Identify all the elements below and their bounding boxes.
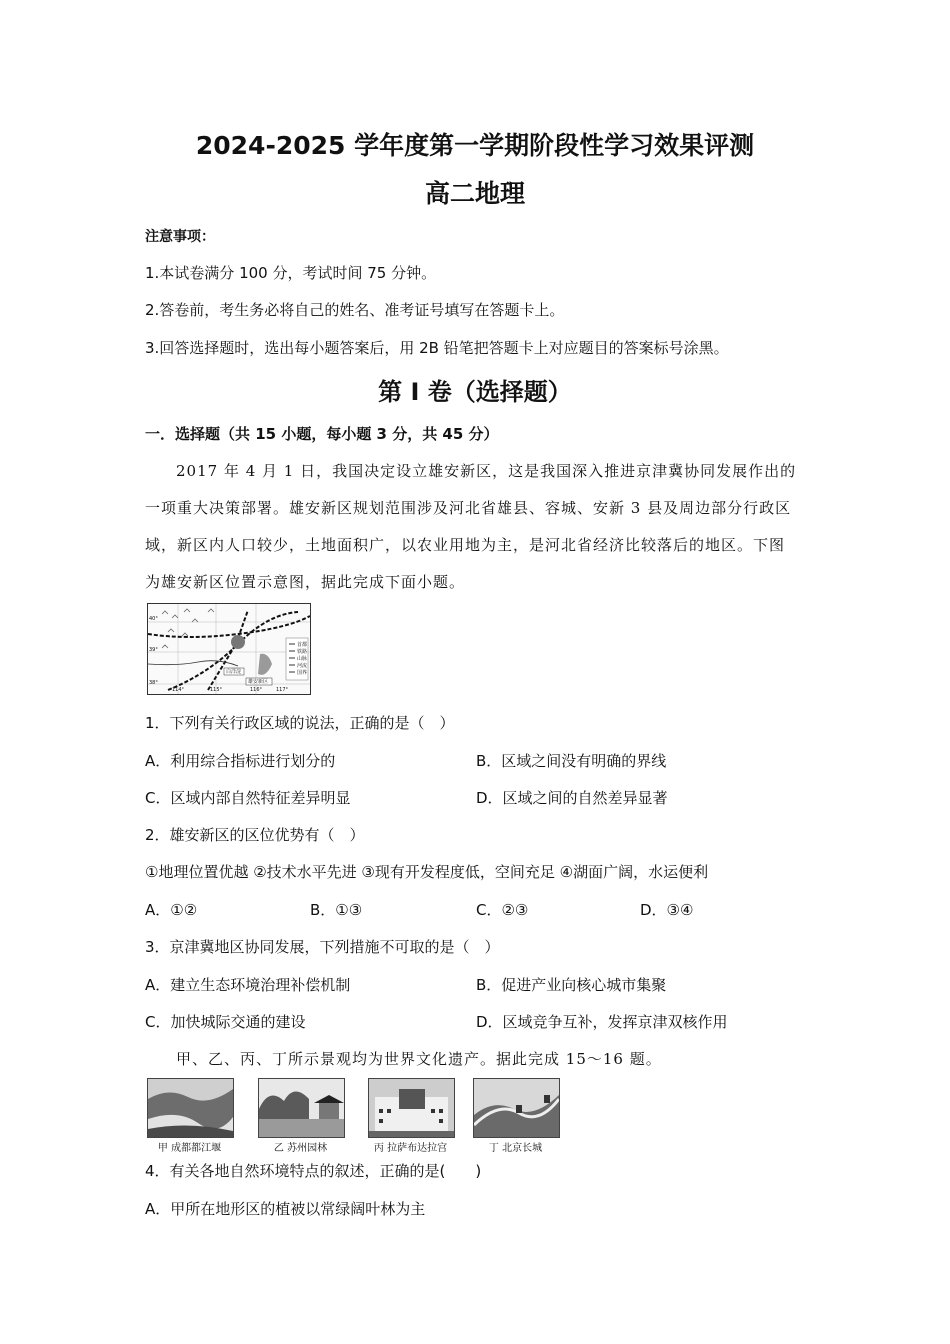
option-b: B．①③ xyxy=(310,901,363,919)
option-d: D．③④ xyxy=(640,901,694,919)
photo-dujiangyan xyxy=(147,1078,234,1138)
option-c: C．加快城际交通的建设 xyxy=(145,1013,306,1031)
option-b: B．促进产业向核心城市集聚 xyxy=(476,976,667,994)
place-label: 白洋淀 xyxy=(226,669,242,675)
notes-heading: 注意事项： xyxy=(145,229,215,245)
exam-title: 2024-2025 学年度第一学期阶段性学习效果评测 xyxy=(195,131,755,160)
passage-line: 甲、乙、丙、丁所示景观均为世界文化遗产。据此完成 15～16 题。 xyxy=(176,1050,662,1068)
lon-label: 114° xyxy=(172,687,185,693)
passage-line: 域，新区内人口较少，土地面积广，以农业用地为主，是河北省经济比较落后的地区。下图 xyxy=(145,536,786,554)
note-item: 3.回答选择题时，选出每小题答案后，用 2B 铅笔把答题卡上对应题目的答案标号涂黑。 xyxy=(145,339,729,357)
passage-line: 2017 年 4 月 1 日，我国决定设立雄安新区，这是我国深入推进京津冀协同发展作出的 xyxy=(176,462,797,480)
passage-line: 一项重大决策部署。雄安新区规划范围涉及河北省雄县、容城、安新 3 县及周边部分行政区 xyxy=(145,499,792,517)
legend-item: 首都 xyxy=(297,642,308,648)
lon-label: 117° xyxy=(276,687,289,693)
legend-item: 国界 xyxy=(297,670,308,676)
lat-label: 39° xyxy=(149,647,158,653)
photo-suzhou-garden xyxy=(258,1078,345,1138)
photo-caption: 丁 北京长城 xyxy=(488,1143,543,1154)
photo-caption: 乙 苏州园林 xyxy=(273,1143,328,1154)
lat-label: 40° xyxy=(149,616,158,622)
option-b: B．区域之间没有明确的界线 xyxy=(476,752,667,770)
exam-subject: 高二地理 xyxy=(424,179,525,208)
option-a: A．建立生态环境治理补偿机制 xyxy=(145,976,351,994)
photo-potala-palace xyxy=(368,1078,455,1138)
option-c: C．区域内部自然特征差异明显 xyxy=(145,789,351,807)
lat-label: 38° xyxy=(149,680,158,686)
option-d: D．区域竞争互补，发挥京津双核作用 xyxy=(476,1013,728,1031)
legend-item: 铁路 xyxy=(297,649,308,655)
part-heading: 一．选择题（共 15 小题，每小题 3 分，共 45 分） xyxy=(145,425,499,443)
lon-label: 115° xyxy=(210,687,223,693)
note-item: 2.答卷前，考生务必将自己的姓名、准考证号填写在答题卡上。 xyxy=(145,301,565,319)
photo-great-wall xyxy=(473,1078,560,1138)
question-stem: 4．有关各地自然环境特点的叙述，正确的是( ) xyxy=(145,1162,482,1180)
question-stem: 1．下列有关行政区域的说法，正确的是（ ） xyxy=(145,714,455,732)
section-title: 第 I 卷（选择题） xyxy=(378,378,572,406)
option-d: D．区域之间的自然差异显著 xyxy=(476,789,668,807)
option-a: A．利用综合指标进行划分的 xyxy=(145,752,336,770)
map-drawing xyxy=(148,604,310,694)
option-a: A．甲所在地形区的植被以常绿阔叶林为主 xyxy=(145,1200,426,1218)
place-label: 雄安新区 xyxy=(248,679,269,685)
legend-item: 山脉 xyxy=(297,656,308,662)
photo-caption: 甲 成都都江堰 xyxy=(157,1143,222,1154)
passage-line: 为雄安新区位置示意图，据此完成下面小题。 xyxy=(145,573,466,591)
option-c: C．②③ xyxy=(476,901,529,919)
question-statements: ①地理位置优越 ②技术水平先进 ③现有开发程度低，空间充足 ④湖面广阔，水运便利 xyxy=(145,863,709,881)
option-a: A．①② xyxy=(145,901,198,919)
note-item: 1.本试卷满分 100 分，考试时间 75 分钟。 xyxy=(145,264,437,282)
lon-label: 116° xyxy=(250,687,263,693)
photo-caption: 丙 拉萨布达拉宫 xyxy=(373,1143,448,1154)
question-stem: 3．京津冀地区协同发展，下列措施不可取的是（ ） xyxy=(145,938,500,956)
xiongan-location-map xyxy=(147,603,311,695)
question-stem: 2．雄安新区的区位优势有（ ） xyxy=(145,826,365,844)
legend-item: 河流 xyxy=(297,663,308,669)
